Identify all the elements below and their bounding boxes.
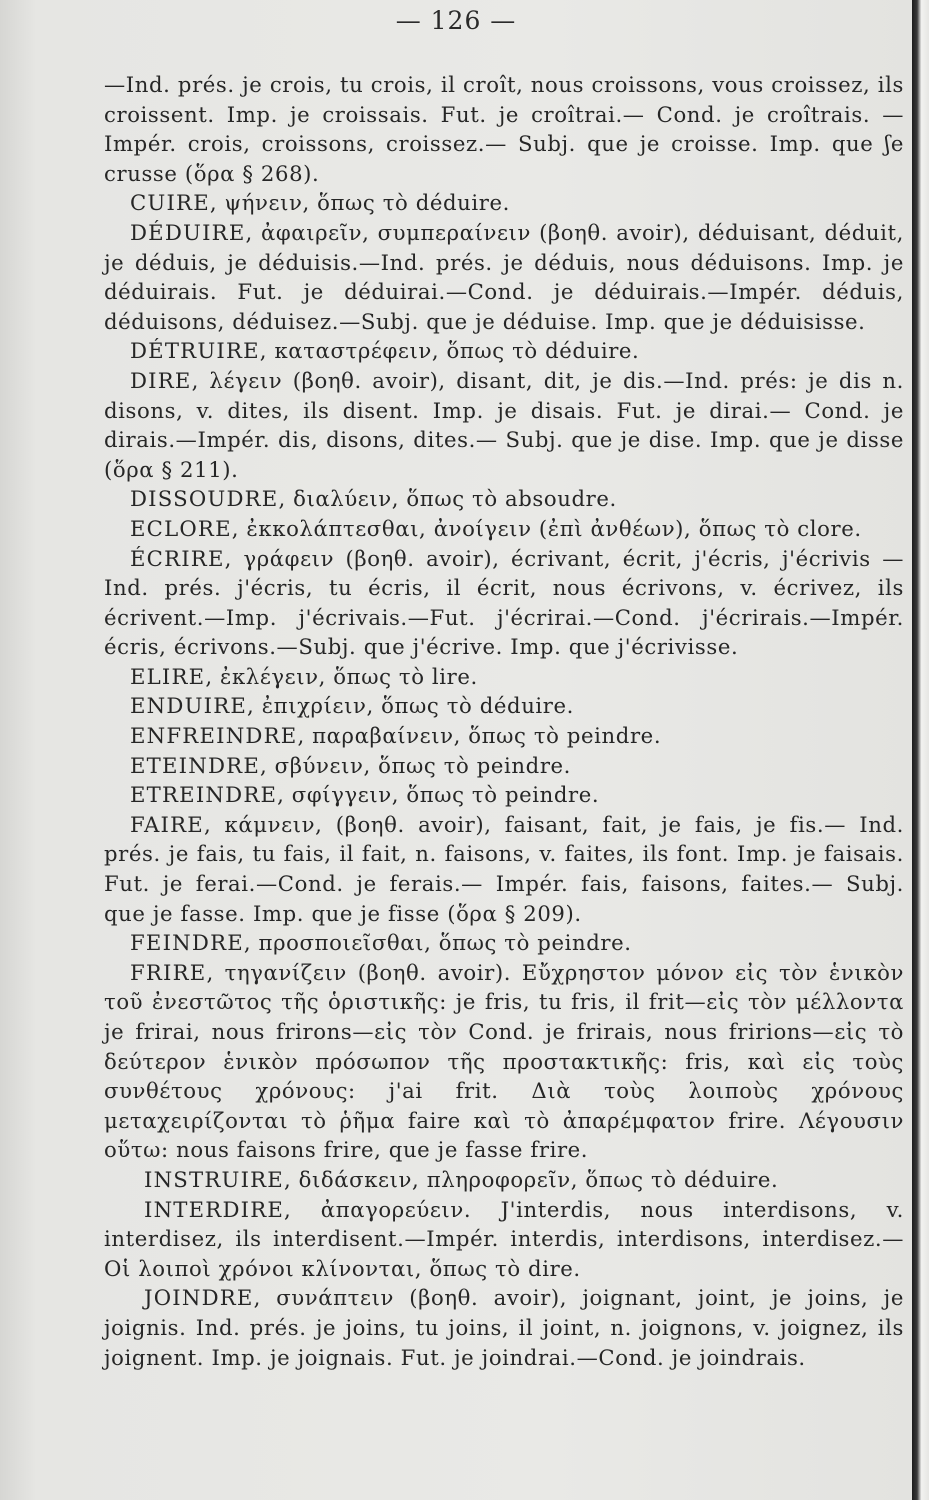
entry-text: , συνάπτειν (βοηθ. avoir), joignant, joint, je joins, je joignis. Ind. prés. je joins, tu joins, il joint, n. joignons, v. joignez, ils joignent. Imp. je joignais. Fut. je joindrai.—Cond. je joindrais. (104, 1285, 904, 1370)
headword: ÉCRIRE (130, 545, 225, 571)
entry-text: , ψήνειν, ὅπως τὸ déduire. (209, 190, 511, 216)
headword: ETREINDRE (130, 782, 278, 808)
entry-eteindre (104, 751, 904, 781)
headword: ELIRE (130, 663, 206, 689)
entry-text: , ἐπιχρίειν, ὅπως τὸ déduire. (247, 693, 575, 719)
entry-text: —Ind. prés. je crois, tu crois, il croît, nous croissons, vous croissez, ils croissent. Imp. je croissais. Fut. je croîtrai.— Cond. je croîtrais. —Impér. crois, croissons, croissez.— Subj. que je croisse. Imp. que ʃe crusse (ὅρα § 268). (104, 72, 904, 186)
entry-feindre (104, 928, 904, 958)
entry-text: , σβύνειν, ὅπως τὸ peindre. (259, 752, 572, 778)
headword: INTERDIRE (144, 1196, 285, 1222)
entry-text: , ἐκλέγειν, ὅπως τὸ lire. (205, 663, 478, 689)
entry-text: , καταστρέφειν, ὅπως τὸ déduire. (259, 338, 640, 364)
page-number: — 126 — (395, 6, 517, 35)
headword: DISSOUDRE (130, 486, 279, 512)
entry-text: , λέγειν (βοηθ. avoir), disant, dit, je dis.—Ind. prés: je dis n. disons, v. dites, ils disent. Imp. je disais. Fut. je dirai.— Cond. je dirais.—Impér. dis, disons, dites.— Subj. que je dise. Imp. que je disse (ὅρα § 211). (104, 367, 904, 482)
entry-instruire (104, 1165, 904, 1195)
headword: FAIRE (130, 811, 204, 837)
headword: DIRE (130, 367, 192, 393)
entry-faire (104, 810, 904, 928)
headword: ECLORE (130, 515, 232, 541)
headword: DÉDUIRE (130, 219, 246, 245)
headword: ENDUIRE (130, 693, 248, 719)
entry-text: , ἀφαιρεῖν, συμπεραίνειν (βοηθ. avoir), déduisant, déduit, je déduis, je déduisis.—Ind. prés. je déduis, nous déduisons. Imp. je déduirais. Fut. je déduirai.—Cond. je déduirais.—Impér. déduis, déduisons, déduisez.—Subj. que je déduise. Imp. que je déduisisse. (104, 219, 904, 334)
headword: INSTRUIRE (144, 1166, 284, 1192)
entry-text: , γράφειν (βοηθ. avoir), écrivant, écrit, j'écris, j'écrivis —Ind. prés. j'écris, tu écris, il écrit, nous écrivons, v. écrivez, ils écrivent.—Imp. j'écrivais.—Fut. j'écrirai.—Cond. j'écrirais.—Impér. écris, écrivons.—Subj. que j'écrive. Imp. que j'écrivisse. (104, 545, 904, 660)
entry-croire-cont (104, 70, 904, 188)
page-text (104, 70, 904, 1372)
entry-text: , προσποιεῖσθαι, ὅπως τὸ peindre. (243, 930, 632, 956)
entry-dire (104, 366, 904, 484)
entry-enfreindre (104, 721, 904, 751)
entry-text: , διδάσκειν, πληροφορεῖν, ὅπως τὸ déduire. (283, 1166, 779, 1192)
entry-etreindre (104, 780, 904, 810)
entry-cuire (104, 188, 904, 218)
entry-eclore (104, 514, 904, 544)
headword: DÉTRUIRE (130, 338, 260, 364)
book-gutter (912, 0, 929, 1500)
entry-elire (104, 662, 904, 692)
entry-deduire (104, 218, 904, 336)
headword: ENFREINDRE (130, 723, 298, 749)
entry-text: , τηγανίζειν (βοηθ. avoir). Εὔχρηστον μόνον εἰς τὸν ἑνικὸν τοῦ ἐνεστῶτος τῆς ὁριστικῆς: je fris, tu fris, il frit—εἰς τὸν μέλλοντα je frirai, nous frirons—εἰς τὸν Cond. je frirais, nous fririons—εἰς τὸ δεύτερον ἑνικὸν πρόσωπον τῆς προστακτικῆς: fris, καὶ εἰς τοὺς συνθέτους χρόνους: j'ai frit. Διὰ τοὺς λοιποὺς χρόνους μεταχειρίζονται τὸ ῥῆμα faire καὶ τὸ ἀπαρέμφατον frire. Λέγουσιν οὕτω: nous faisons frire, que je fasse frire. (104, 959, 904, 1163)
headword: CUIRE (130, 190, 210, 216)
headword: ETEINDRE (130, 752, 260, 778)
entry-text: , διαλύειν, ὅπως τὸ absoudre. (278, 486, 617, 512)
entry-text: , ἀπαγορεύειν. J'interdis, nous interdisons, v. interdisez, ils interdisent.—Impér. interdis, interdisons, interdisez.—Οἱ λοιποὶ χρόνοι κλίνονται, ὅπως τὸ dire. (104, 1196, 904, 1281)
entry-detruire (104, 336, 904, 366)
headword: JOINDRE (144, 1285, 254, 1311)
entry-text: , παραβαίνειν, ὅπως τὸ peindre. (297, 723, 662, 749)
entry-interdire (104, 1195, 904, 1284)
entry-dissoudre (104, 484, 904, 514)
headword: FEINDRE (130, 930, 244, 956)
entry-ecrire (104, 544, 904, 662)
entry-text: , ἐκκολάπτεσθαι, ἀνοίγειν (ἐπὶ ἀνθέων), ὅπως τὸ clore. (231, 515, 862, 541)
entry-joindre (104, 1283, 904, 1372)
headword: FRIRE (130, 959, 207, 985)
entry-text: , σφίγγειν, ὅπως τὸ peindre. (277, 782, 600, 808)
entry-enduire (104, 691, 904, 721)
entry-text: , κάμνειν, (βοηθ. avoir), faisant, fait, je fais, je fis.— Ind. prés. je fais, tu fais, il fait, n. faisons, v. faites, ils font. Imp. je faisais. Fut. je ferai.—Cond. je ferais.— Impér. fais, faisons, faites.— Subj. que je fasse. Imp. que je fisse (ὅρα § 209). (104, 811, 904, 926)
entry-frire (104, 958, 904, 1165)
